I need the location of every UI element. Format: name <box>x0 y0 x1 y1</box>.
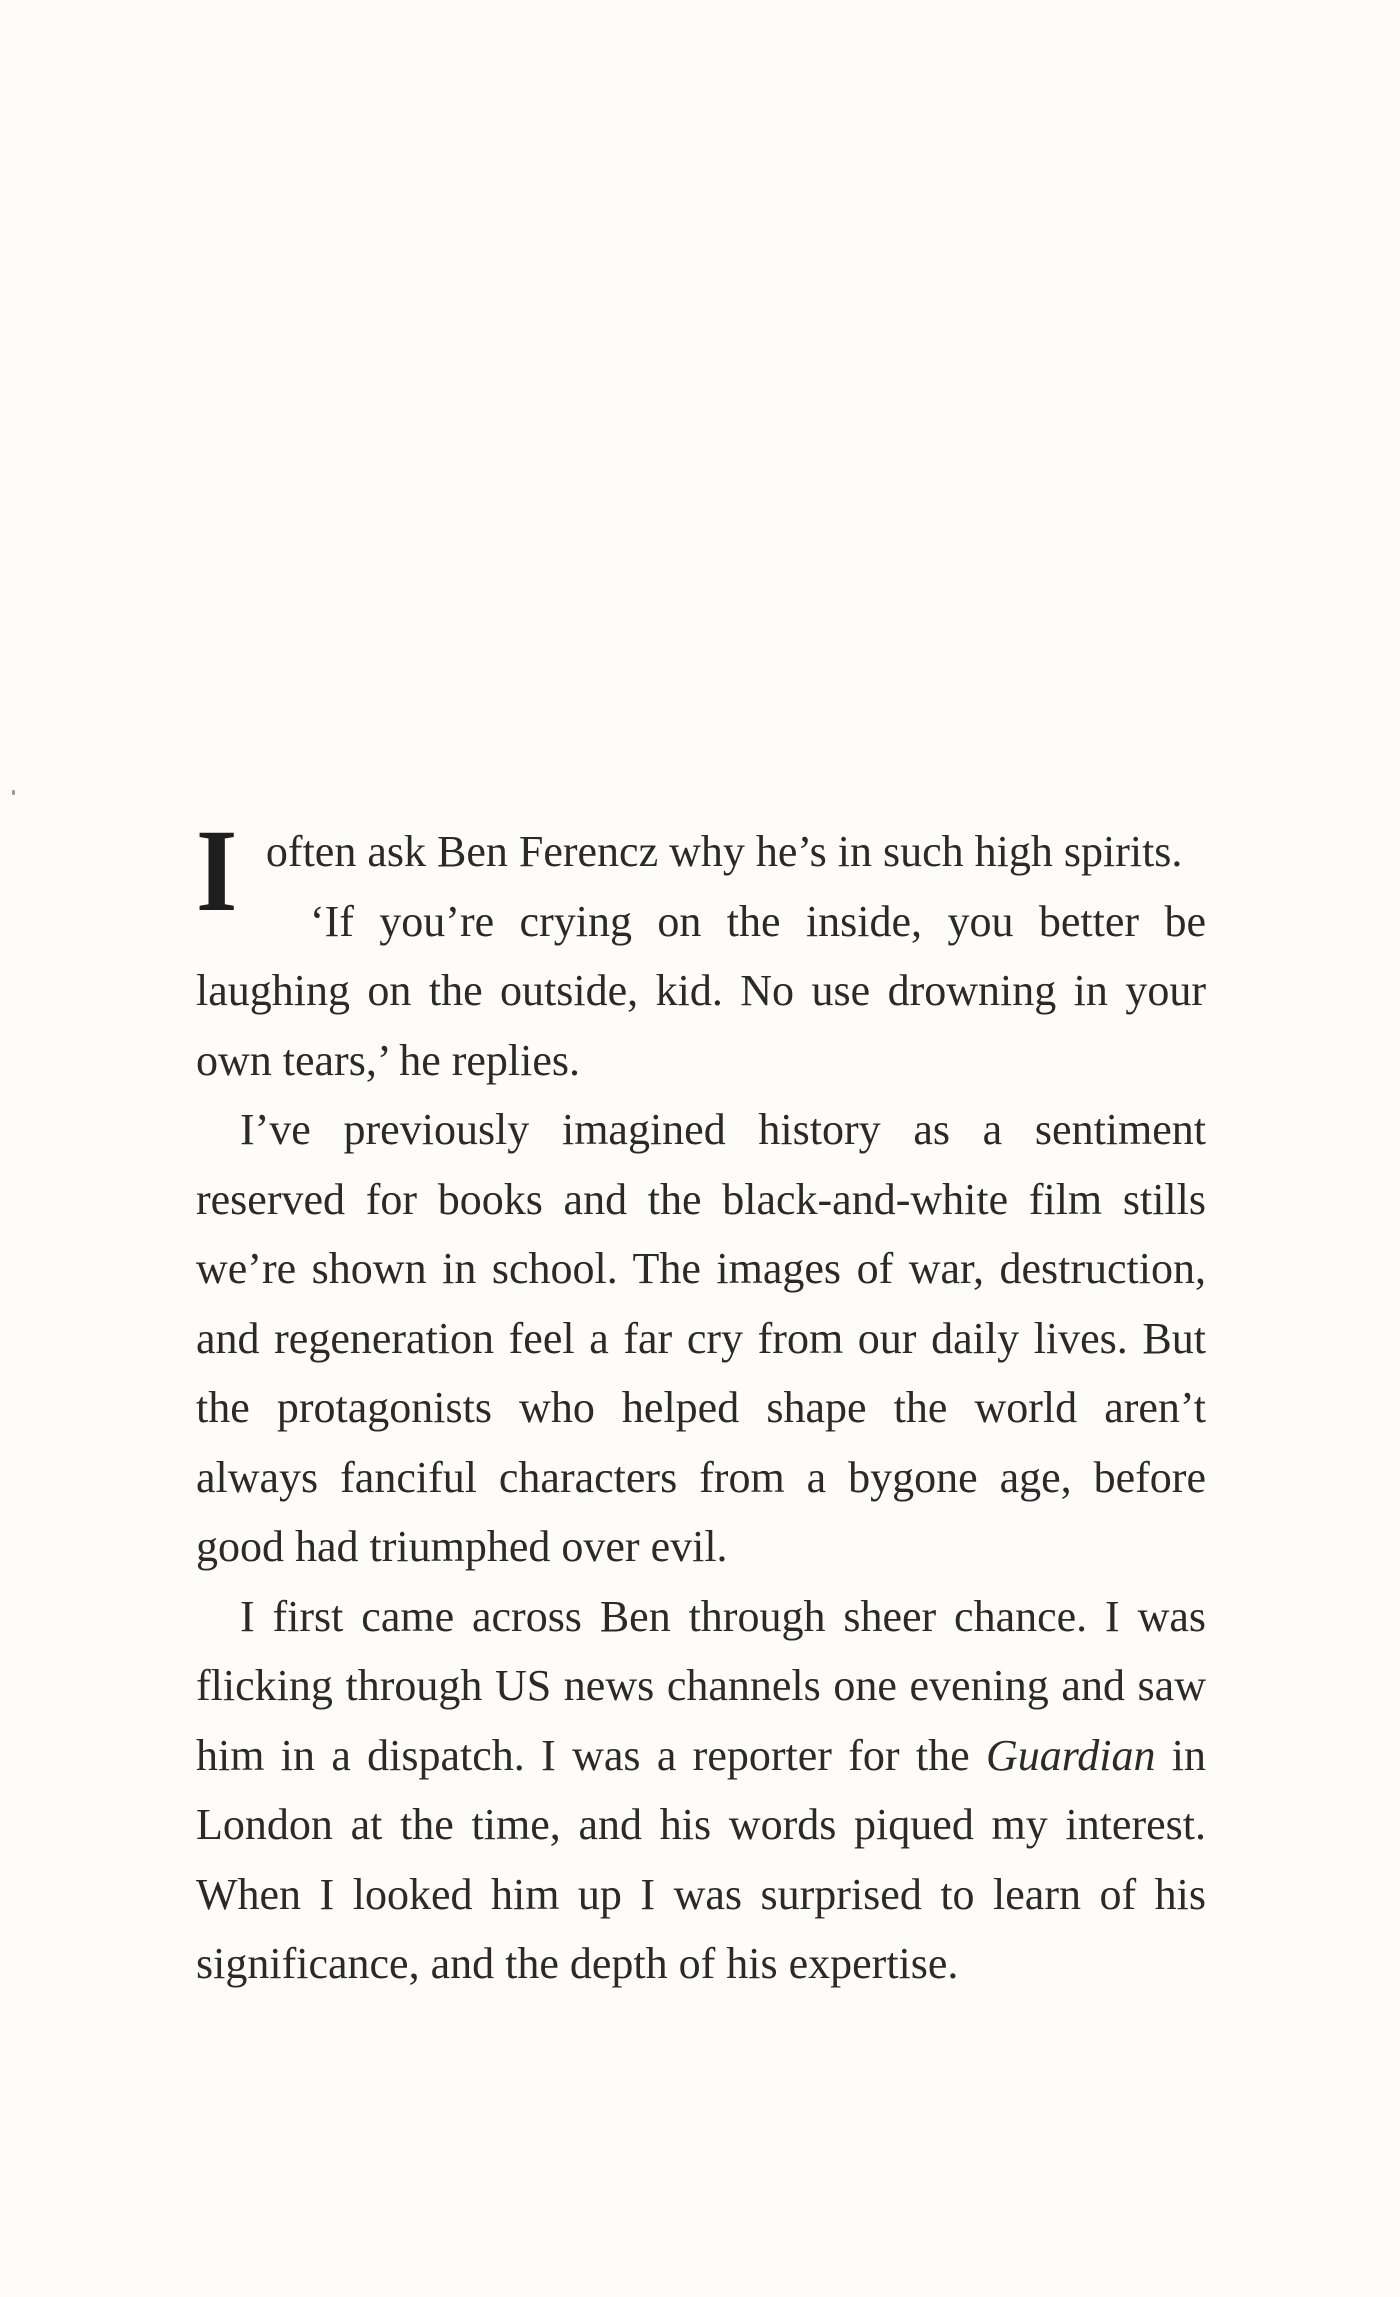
paragraph-1-text: often ask Ben Ferencz why he’s in such high spirits. <box>265 827 1183 876</box>
paragraph-2: ‘If you’re crying on the inside, you better be laughing on the outside, kid. No use drowning in your own tears,’ he replies. <box>196 896 1206 1085</box>
paragraph-1 <box>196 805 1206 936</box>
paragraph-4 <box>196 1582 1206 1999</box>
newspaper-title: Guardian <box>985 1730 1156 1780</box>
drop-cap: I <box>196 805 238 936</box>
paragraph-4-text-start: I first came across Ben through sheer chance. I was flicking through US news channels one evening and saw him in a dispatch. I was a reporter for the <box>196 1591 1206 1780</box>
scan-speck <box>12 790 15 795</box>
paragraph-4-text-end: in London at the time, and his words piqued my interest. When I looked him up I was surprised to learn of his significance, and the depth of his expertise. <box>196 1730 1206 1988</box>
body-text <box>196 805 1206 1999</box>
paragraph-3: I’ve previously imagined history as a sentiment reserved for books and the black-and-white film stills we’re shown in school. The images of war, destruction, and regeneration feel a far cry from our daily lives. But the protagonists who helped shape the world aren’t always fanciful characters from a bygone age, before good had triumphed over evil. <box>196 1105 1206 1571</box>
